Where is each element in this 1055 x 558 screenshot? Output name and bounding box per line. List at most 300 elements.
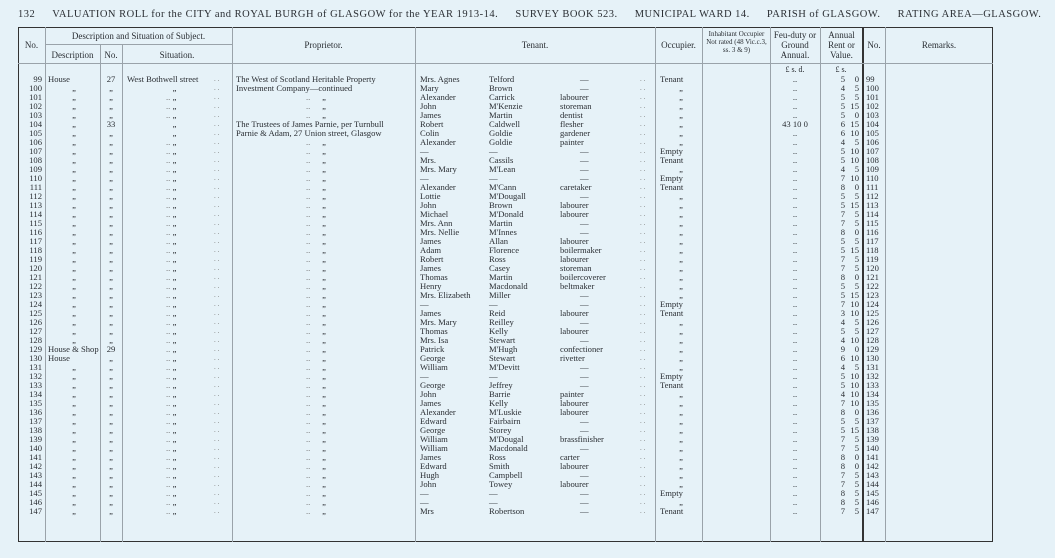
leader-dots: . . [640, 201, 646, 209]
row-no-right: 101 [866, 92, 879, 102]
leader-dots: . . [214, 210, 220, 218]
situation: „ [172, 479, 177, 489]
row-no-right: 107 [866, 146, 879, 156]
leader-dots: . . [640, 282, 646, 290]
occupier: „ [679, 200, 683, 210]
leader-dots: . . [214, 408, 220, 416]
situation: „ [172, 290, 177, 300]
row-no: 130 [29, 353, 42, 363]
feu-duty: .. [792, 245, 798, 255]
feu-duty: .. [792, 335, 798, 345]
proprietor: .. „ .. [236, 192, 412, 201]
situation: „ [172, 200, 177, 210]
tenant-occupation: — [580, 362, 589, 372]
tenant-first-name: Mrs. Mary [420, 317, 457, 327]
street-no: 29 [106, 344, 116, 354]
occupier: „ [679, 83, 683, 93]
row-no: 112 [29, 191, 42, 201]
tenant-surname: Martin [489, 272, 513, 282]
feu-duty: .. [792, 272, 798, 282]
rent-shillings: 10 [850, 353, 859, 363]
col-occupier: Occupier. [661, 40, 696, 50]
rent-pounds: 8 [840, 488, 845, 498]
rent-shillings: 10 [850, 371, 859, 381]
occupier: „ [679, 335, 683, 345]
leader-dots: . . [214, 282, 220, 290]
leader-dots: . . [214, 138, 220, 146]
occupier: „ [679, 263, 683, 273]
street-no: „ [109, 236, 113, 246]
description: „ [72, 470, 76, 480]
proprietor: .. „ .. [236, 282, 412, 291]
row-no: 115 [29, 218, 42, 228]
tenant-surname: Miller [489, 290, 511, 300]
feu-duty: .. [792, 461, 798, 471]
occupier: „ [679, 416, 683, 426]
feu-duty: .. [792, 407, 798, 417]
street-no: „ [109, 380, 113, 390]
feu-duty: .. [792, 92, 798, 102]
occupier: „ [679, 443, 683, 453]
rent-shillings: 5 [854, 362, 859, 372]
street-no: „ [109, 173, 113, 183]
row-no: 147 [29, 506, 42, 516]
col-situation: Situation. [159, 50, 195, 60]
proprietor: The West of Scotland Heritable Property [236, 74, 376, 84]
feu-duty: .. [792, 443, 798, 453]
row-no-right: 125 [866, 308, 879, 318]
rent-pounds: 7 [840, 173, 845, 183]
rent-pounds: 7 [840, 299, 845, 309]
description: „ [72, 371, 76, 381]
row-no: 143 [29, 470, 42, 480]
situation: „ [172, 83, 177, 93]
rent-shillings: 0 [854, 74, 859, 84]
situation: „ [172, 245, 177, 255]
row-no-right: 130 [866, 353, 879, 363]
tenant-occupation: beltmaker [560, 281, 595, 291]
rent-pounds: 8 [840, 227, 845, 237]
leader-dots: . . [214, 255, 220, 263]
rating-area: RATING AREA—GLASGOW. [897, 9, 1042, 20]
proprietor: .. „ .. [236, 444, 412, 453]
occupier: Empty [660, 299, 683, 309]
tenant-surname: — [489, 146, 498, 156]
occupier: Tenant [660, 380, 684, 390]
row-no-right: 134 [866, 389, 879, 399]
row-no: 126 [29, 317, 42, 327]
leader-dots: . . [640, 75, 646, 83]
leader-dots: . . [640, 453, 646, 461]
tenant-surname: Fairbairn [489, 416, 521, 426]
rent-shillings: 15 [850, 245, 859, 255]
col-remarks: Remarks. [921, 40, 957, 50]
tenant-first-name: Alexander [420, 137, 456, 147]
occupier: Tenant [660, 506, 684, 516]
feu-duty: .. [792, 128, 798, 138]
tenant-surname: Martin [489, 110, 513, 120]
tenant-occupation: — [580, 191, 589, 201]
tenant-surname: Florence [489, 245, 520, 255]
leader-dots: . . [214, 192, 220, 200]
tenant-first-name: — [420, 488, 429, 498]
feu-duty: .. [792, 371, 798, 381]
leader-dots: . . [214, 102, 220, 110]
proprietor: The Trustees of James Parnie, per Turnbull [236, 119, 384, 129]
tenant-surname: M'Dougall [489, 191, 526, 201]
row-no-right: 147 [866, 506, 879, 516]
street-no: „ [109, 137, 113, 147]
rent-pounds: 6 [840, 119, 845, 129]
description: „ [72, 245, 76, 255]
row-no: 128 [29, 335, 42, 345]
description: „ [72, 290, 76, 300]
tenant-occupation: — [580, 317, 589, 327]
rent-pounds: 7 [840, 398, 845, 408]
leader-dots: . . [640, 318, 646, 326]
rent-shillings: 10 [850, 380, 859, 390]
row-no: 105 [29, 128, 42, 138]
feu-duty: .. [792, 209, 798, 219]
feu-duty: .. [792, 416, 798, 426]
row-no: 103 [29, 110, 42, 120]
rent-shillings: 5 [854, 488, 859, 498]
description: „ [72, 272, 76, 282]
street-no: „ [109, 506, 113, 516]
rent-shillings: 0 [854, 407, 859, 417]
rent-pounds: 7 [840, 470, 845, 480]
street-no: „ [109, 254, 113, 264]
feu-duty: 43 10 0 [782, 119, 808, 129]
rent-shillings: 5 [854, 326, 859, 336]
row-no: 136 [29, 407, 42, 417]
col-inhabitant: Inhabitant Occupier Not rated (48 Vic.c.3, ss. 3 & 9) [706, 30, 767, 54]
rent-shillings: 15 [850, 119, 859, 129]
rent-pounds: 5 [840, 425, 845, 435]
col-tenant: Tenant. [521, 40, 549, 50]
leader-dots: . . [640, 381, 646, 389]
street-no: „ [109, 164, 113, 174]
street-no: „ [109, 362, 113, 372]
leader-dots: . . [640, 147, 646, 155]
tenant-surname: Kelly [489, 326, 509, 336]
tenant-first-name: Mary [420, 83, 439, 93]
tenant-first-name: Edward [420, 416, 447, 426]
occupier: Tenant [660, 155, 684, 165]
tenant-surname: M'Donald [489, 209, 524, 219]
tenant-occupation: storeman [560, 101, 592, 111]
leader-dots: . . [640, 264, 646, 272]
occupier: „ [679, 398, 683, 408]
leader-dots: . . [214, 120, 220, 128]
rent-pounds: 7 [840, 443, 845, 453]
street-no: „ [109, 488, 113, 498]
row-no: 135 [29, 398, 42, 408]
proprietor: .. „ .. [236, 201, 412, 210]
leader-dots: . . [214, 345, 220, 353]
tenant-surname: — [489, 299, 498, 309]
leader-dots: . . [214, 336, 220, 344]
leader-dots: . . [214, 363, 220, 371]
row-no-right: 137 [866, 416, 879, 426]
description: „ [72, 191, 76, 201]
leader-dots: . . [640, 84, 646, 92]
proprietor: .. „ .. [236, 273, 412, 282]
description: „ [72, 407, 76, 417]
leader-dots: . . [214, 201, 220, 209]
proprietor: .. „ .. [236, 246, 412, 255]
tenant-occupation: — [580, 425, 589, 435]
situation: „ [172, 416, 177, 426]
row-no-right: 108 [866, 155, 879, 165]
leader-dots: . . [640, 165, 646, 173]
feu-duty: .. [792, 290, 798, 300]
occupier: „ [679, 272, 683, 282]
description: „ [72, 281, 76, 291]
tenant-surname: Kelly [489, 398, 509, 408]
row-no: 101 [29, 92, 42, 102]
feu-duty: .. [792, 155, 798, 165]
proprietor: Parnie & Adam, 27 Union street, Glasgow [236, 128, 382, 138]
row-no: 114 [29, 209, 42, 219]
tenant-surname: Ross [489, 452, 506, 462]
proprietor: .. „ .. [236, 165, 412, 174]
tenant-occupation: — [580, 218, 589, 228]
row-no-right: 131 [866, 362, 879, 372]
street-no: „ [109, 434, 113, 444]
feu-duty: .. [792, 263, 798, 273]
street-no: „ [109, 227, 113, 237]
tenant-occupation: rivetter [560, 353, 585, 363]
situation: „ [172, 191, 177, 201]
leader-dots: . . [640, 471, 646, 479]
proprietor: .. „ .. [236, 174, 412, 183]
situation: „ [172, 92, 177, 102]
proprietor: .. „ .. [236, 291, 412, 300]
rent-pounds: 4 [840, 389, 845, 399]
situation: „ [172, 452, 177, 462]
description: House [48, 353, 70, 363]
leader-dots: . . [214, 147, 220, 155]
rent-pounds: 5 [840, 74, 845, 84]
street-no: „ [109, 245, 113, 255]
proprietor: .. „ .. [236, 507, 412, 516]
proprietor: .. „ .. [236, 183, 412, 192]
leader-dots: . . [640, 174, 646, 182]
proprietor: .. „ .. [236, 462, 412, 471]
rent-pounds: 7 [840, 209, 845, 219]
tenant-surname: Stewart [489, 335, 516, 345]
leader-dots: . . [214, 498, 220, 506]
rent-shillings: 5 [854, 191, 859, 201]
tenant-first-name: — [420, 497, 429, 507]
tenant-first-name: James [420, 452, 442, 462]
row-no-right: 115 [866, 218, 879, 228]
description: „ [72, 308, 76, 318]
row-no: 120 [29, 263, 42, 273]
tenant-first-name: Mrs. Isa [420, 335, 449, 345]
occupier: Tenant [660, 182, 684, 192]
tenant-first-name: Robert [420, 119, 444, 129]
leader-dots: . . [640, 345, 646, 353]
situation: „ [172, 272, 177, 282]
description: „ [72, 218, 76, 228]
leader-dots: . . [640, 273, 646, 281]
leader-dots: . . [640, 291, 646, 299]
leader-dots: . . [214, 399, 220, 407]
leader-dots: . . [640, 399, 646, 407]
rent-shillings: 10 [850, 146, 859, 156]
leader-dots: . . [640, 111, 646, 119]
description: „ [72, 299, 76, 309]
proprietor: .. „ .. [236, 489, 412, 498]
description: „ [72, 317, 76, 327]
leader-dots: . . [214, 246, 220, 254]
row-no-right: 146 [866, 497, 879, 507]
situation: „ [172, 146, 177, 156]
street-no: „ [109, 299, 113, 309]
proprietor: .. „ .. [236, 381, 412, 390]
rent-shillings: 10 [850, 128, 859, 138]
row-no-right: 135 [866, 398, 879, 408]
table-row [0, 480, 1000, 489]
street-no: „ [109, 461, 113, 471]
roll-title: VALUATION ROLL for the CITY and ROYAL BURGH of GLASGOW for the YEAR 1913-14. [52, 9, 499, 20]
tenant-first-name: Michael [420, 209, 449, 219]
row-no: 107 [29, 146, 42, 156]
rent-shillings: 5 [854, 236, 859, 246]
street-no: „ [109, 425, 113, 435]
tenant-occupation: labourer [560, 92, 589, 102]
proprietor: .. „ .. [236, 372, 412, 381]
tenant-occupation: caretaker [560, 182, 592, 192]
street-no: „ [109, 209, 113, 219]
rent-shillings: 5 [854, 479, 859, 489]
feu-duty: .. [792, 74, 798, 84]
feu-duty: .. [792, 182, 798, 192]
rent-pounds: 5 [840, 416, 845, 426]
proprietor: .. „ .. [236, 300, 412, 309]
leader-dots: . . [640, 237, 646, 245]
proprietor: .. „ .. [236, 102, 412, 111]
street-no: „ [109, 263, 113, 273]
tenant-first-name: James [420, 110, 442, 120]
tenant-surname: M'Kenzie [489, 101, 523, 111]
leader-dots: . . [214, 129, 220, 137]
tenant-surname: Barrie [489, 389, 511, 399]
col-description: Description [51, 50, 94, 60]
rent-pounds: 7 [840, 254, 845, 264]
row-no-right: 114 [866, 209, 879, 219]
situation: „ [172, 128, 177, 138]
rent-shillings: 5 [854, 317, 859, 327]
situation: „ [172, 173, 177, 183]
leader-dots: . . [640, 408, 646, 416]
description: „ [72, 362, 76, 372]
tenant-first-name: — [420, 173, 429, 183]
feu-duty: .. [792, 164, 798, 174]
description: „ [72, 137, 76, 147]
row-no: 99 [33, 74, 42, 84]
tenant-occupation: boilercoverer [560, 272, 606, 282]
row-no-right: 128 [866, 335, 879, 345]
tenant-occupation: — [580, 380, 589, 390]
situation: „ [172, 155, 177, 165]
row-no: 108 [29, 155, 42, 165]
tenant-occupation: — [580, 290, 589, 300]
proprietor: .. „ .. [236, 336, 412, 345]
leader-dots: . . [214, 75, 220, 83]
proprietor: .. „ .. [236, 93, 412, 102]
street-no: „ [109, 92, 113, 102]
tenant-surname: Goldie [489, 128, 513, 138]
row-no-right: 141 [866, 452, 879, 462]
rent-pounds: 5 [840, 236, 845, 246]
leader-dots: . . [214, 372, 220, 380]
rent-shillings: 10 [850, 335, 859, 345]
tenant-first-name: James [420, 263, 442, 273]
occupier: „ [679, 281, 683, 291]
description: „ [72, 452, 76, 462]
rent-shillings: 0 [854, 110, 859, 120]
rent-shillings: 0 [854, 272, 859, 282]
tenant-surname: Allan [489, 236, 509, 246]
table-row [0, 507, 1000, 516]
situation: „ [172, 344, 177, 354]
row-no-right: 139 [866, 434, 879, 444]
proprietor: Investment Company—continued [236, 83, 353, 93]
tenant-surname: Towey [489, 479, 513, 489]
tenant-occupation: labourer [560, 461, 589, 471]
row-no-right: 121 [866, 272, 879, 282]
situation: „ [172, 425, 177, 435]
row-no-right: 124 [866, 299, 879, 309]
tenant-first-name: William [420, 362, 448, 372]
tenant-surname: Storey [489, 425, 512, 435]
occupier: Empty [660, 371, 683, 381]
row-no: 137 [29, 416, 42, 426]
municipal-ward: MUNICIPAL WARD 14. [634, 9, 750, 20]
situation: „ [172, 434, 177, 444]
tenant-first-name: — [420, 146, 429, 156]
street-no: „ [109, 443, 113, 453]
leader-dots: . . [640, 426, 646, 434]
street-no: „ [109, 290, 113, 300]
occupier: „ [679, 461, 683, 471]
rent-pounds: 5 [840, 92, 845, 102]
situation: „ [172, 218, 177, 228]
row-no: 109 [29, 164, 42, 174]
street-no: „ [109, 479, 113, 489]
rent-shillings: 0 [854, 461, 859, 471]
tenant-first-name: James [420, 398, 442, 408]
leader-dots: . . [214, 462, 220, 470]
situation: „ [172, 317, 177, 327]
description: „ [72, 110, 76, 120]
rent-shillings: 15 [850, 101, 859, 111]
row-no-right: 105 [866, 128, 879, 138]
row-no-right: 109 [866, 164, 879, 174]
tenant-occupation: labourer [560, 200, 589, 210]
occupier: „ [679, 245, 683, 255]
description: „ [72, 497, 76, 507]
tenant-occupation: — [580, 146, 589, 156]
description: „ [72, 326, 76, 336]
feu-duty: .. [792, 110, 798, 120]
feu-duty: .. [792, 281, 798, 291]
description: „ [72, 380, 76, 390]
situation: „ [172, 407, 177, 417]
